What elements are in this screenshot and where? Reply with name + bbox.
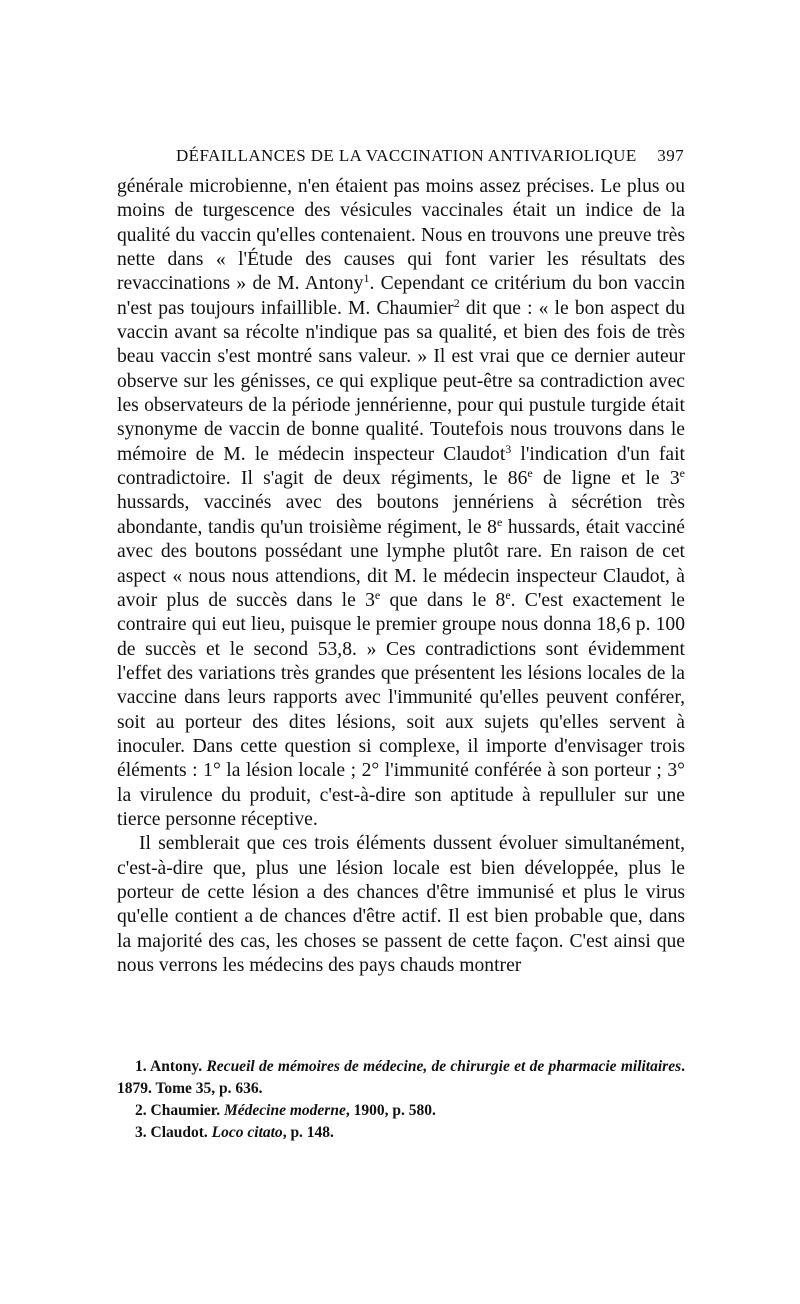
text-run: . C'est exactement le contraire qui eut lieu, puisque le premier groupe nous donna 18,6 p. 100 de succès et le second 53,8. » Ces contradictions sont évidemment l'effet des variations très grandes que présentent les lésions locales de la vaccine dans leurs rapports avec l'immunité qu'elles peuvent conférer, soit au porteur des dites lésions, soit aux sujets qu'elles servent à inoculer. Dans cette question si complexe, il importe d'envisager trois éléments : 1° la lésion locale ; 2° l'immunité conférée à son porteur ; 3° la virulence du produit, c'est-à-dire son aptitude à repulluler sur une tierce personne réceptive. <box>117 589 685 830</box>
footnote-title: Recueil de mémoires de médecine, de chirurgie et de pharmacie militaires <box>206 1058 682 1075</box>
ordinal-suffix: e <box>679 466 685 481</box>
footnote-tail: . 1879. Tome 35, p. 636. <box>117 1058 685 1097</box>
footnote-title: Loco citato <box>211 1124 283 1141</box>
paragraph-1 <box>117 175 685 832</box>
footnote-ref-2: 2 <box>453 295 460 310</box>
footnote-title: Médecine moderne <box>224 1102 346 1119</box>
text-run: dit que : « le bon aspect du vaccin avant sa récolte n'indique pas sa qualité, et bien des fois de très beau vaccin s'est montré sans valeur. » Il est vrai que ce dernier auteur observe sur les génisses, ce qui explique peut-être sa contradiction avec les observateurs de la période jennérienne, pour qui pustule turgide était synonyme de vaccin de bonne qualité. Toutefois nous trouvons dans le mémoire de M. le médecin inspecteur Claudot <box>117 297 686 465</box>
running-head <box>176 146 684 170</box>
footnote-tail: , 1900, p. 580. <box>345 1102 436 1119</box>
text-run: l'indication d'un fait contradictoire. Il s'agit de deux régiments, le 86 <box>117 443 685 490</box>
body-text <box>117 175 685 978</box>
text-run: . Cependant ce critérium du bon vaccin n'est pas toujours infaillible. M. Chaumier <box>117 273 685 319</box>
footnote-lead: 3. Claudot. <box>135 1124 212 1141</box>
ordinal-suffix: e <box>505 587 511 602</box>
footnote-ref-3: 3 <box>505 441 512 456</box>
text-run: hussards, vaccinés avec des boutons jennériens à sécrétion très abondante, tandis qu'un troisième régiment, le 8 <box>117 492 685 538</box>
text-run: générale microbienne, n'en étaient pas moins assez précises. Le plus ou moins de turgescence des vésicules vaccinales était un indice de la qualité du vaccin qu'elles contenaient. Nous en trouvons une preuve très nette dans « l'Étude des causes qui font varier les résultats des revaccinations » de M. Antony <box>117 176 685 295</box>
footnote-3 <box>117 1122 685 1144</box>
footnote-lead: 2. Chaumier. <box>135 1102 224 1119</box>
text-run: hussards, était vacciné avec des boutons possédant une lymphe plutôt rare. En raison de cet aspect « nous nous attendions, dit M. le médecin inspecteur Claudot, à avoir plus de succès dans le 3 <box>117 516 685 611</box>
ordinal-suffix: e <box>496 514 503 529</box>
footnote-ref-1: 1 <box>363 271 370 286</box>
running-title: DÉFAILLANCES DE LA VACCINATION ANTIVARIOLIQUE <box>176 146 637 165</box>
page-number: 397 <box>657 146 684 165</box>
footnotes <box>117 1056 685 1144</box>
footnote-2 <box>117 1100 685 1122</box>
footnote-1 <box>117 1056 685 1100</box>
ordinal-suffix: e <box>374 587 381 602</box>
footnote-tail: , p. 148. <box>282 1124 334 1141</box>
ordinal-suffix: e <box>527 466 533 481</box>
paragraph-2: Il semblerait que ces trois éléments dussent évoluer simultanément, c'est-à-dire que, plus une lésion locale est bien développée, plus le porteur de cette lésion a des chances d'être immunisé et plus le virus qu'elle contient a de chances d'être actif. Il est bien probable que, dans la majorité des cas, les choses se passent de cette façon. C'est ainsi que nous verrons les médecins des pays chauds montrer <box>117 833 685 976</box>
text-run: que dans le 8 <box>380 589 506 611</box>
footnote-lead: 1. Antony. <box>135 1058 207 1075</box>
text-run: de ligne et le 3 <box>532 468 680 490</box>
